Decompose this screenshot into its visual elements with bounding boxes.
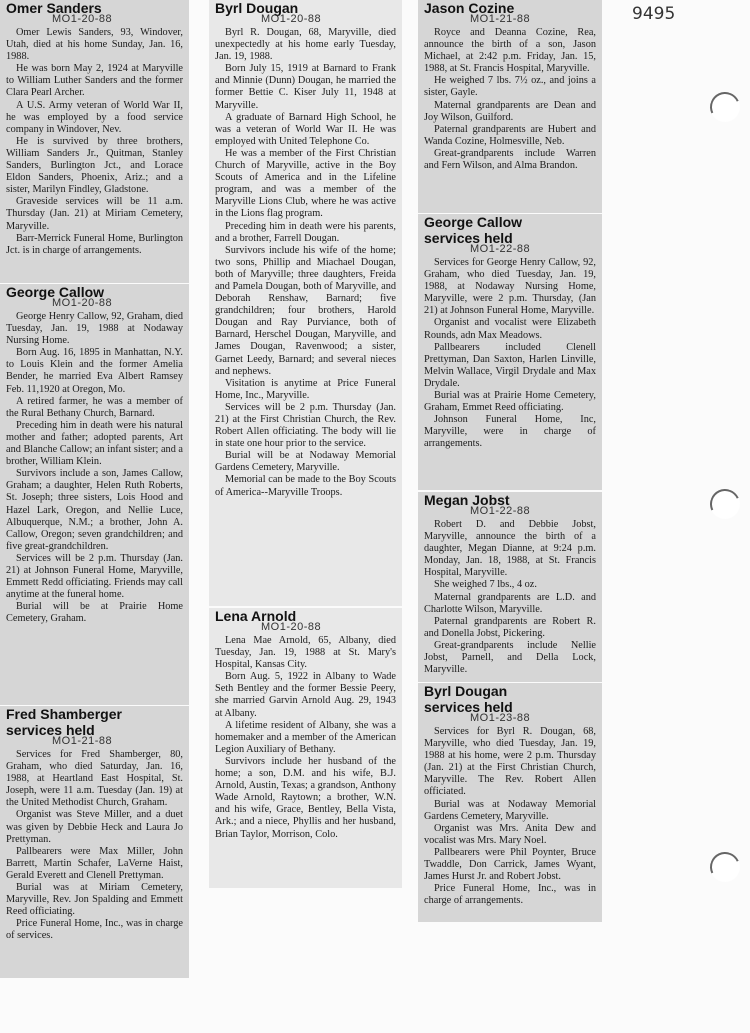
clipping-subheadline: services held (6, 722, 95, 738)
handwritten-date: MO1-20-88 (52, 297, 113, 309)
handwritten-date: MO1-21-88 (52, 735, 113, 747)
clipping-subheadline: services held (424, 699, 513, 715)
clipping-paragraph: Services for Fred Shamberger, 80, Graham, who died Saturday, Jan. 16, 1988, at Heartland East Hospital, St. Joseph, were 11 a.m. Tuesday (Jan. 19) at the United Methodist Church, Graham. (6, 749, 183, 809)
clipping-headline: Lena Arnold (215, 608, 297, 624)
clipping-headline: Omer Sanders (6, 0, 102, 16)
clipping-paragraph: A lifetime resident of Albany, she was a homemaker and a member of the American Legion Auxiliary of Bethany. (215, 719, 396, 755)
clipping-paragraph: Maternal grandparents are Dean and Joy Wilson, Guilford. (424, 99, 596, 123)
clipping-paragraph: Pallbearers included Clenell Prettyman, Dan Saxton, Harlen Linville, Melvin Wallace, Virgil Drydale and Max Drydale. (424, 341, 596, 389)
clipping-subheadline: services held (424, 230, 513, 246)
clipping-paragraph: Burial was at Nodaway Memorial Gardens Cemetery, Maryville. (424, 798, 596, 822)
clipping-paragraph: Price Funeral Home, Inc., was in charge of arrangements. (424, 883, 596, 907)
clipping-paragraph: Price Funeral Home, Inc., was in charge of services. (6, 918, 183, 942)
handwritten-date: MO1-22-88 (470, 505, 531, 517)
clipping-paragraph: Survivors include her husband of the home; a son, D.M. and his wife, B.J. Arnold, Austin, Texas; a grandson, Anthony Wade Arnold, Raytown; a brother, W.N. and his wife, Grace, Bentley, Bella Vista, Ark.; and a niece, Phyllis and her husband, Brian Taylor, Morrison, Colo. (215, 755, 396, 840)
clipping-jason-cozine (418, 0, 602, 213)
clipping-paragraph: Born July 15, 1919 at Barnard to Frank and Minnie (Dunn) Dougan, he married the former Bettie C. Kiser July 11, 1948 at Maryville. (215, 63, 396, 111)
clipping-paragraph: Robert D. and Debbie Jobst, Maryville, announce the birth of a daughter, Megan Dianne, at 9:24 p.m. Monday, Jan. 18, 1988, at St. Francis Hospital, Maryville. (424, 519, 596, 579)
clipping-headline: Jason Cozine (424, 0, 515, 16)
clipping-paragraph: Barr-Merrick Funeral Home, Burlington Jct. is in charge of arrangements. (6, 232, 183, 256)
clipping-paragraph: Organist was Mrs. Anita Dew and vocalist was Mrs. Mary Noel. (424, 822, 596, 846)
clipping-headline: George Callow (6, 284, 105, 300)
binder-hole-top (706, 88, 744, 126)
clipping-paragraph: Survivors include a son, James Callow, Graham; a daughter, Helen Ruth Roberts, St. Joseph; three sisters, Lois Hood and Hazel Lark, Oregon, and Nellie Luce, Albuquerque, N.M.; a brother, John A. Callow, Oregon; seven grandchildren; and five great-grandchildren. (6, 468, 183, 552)
clipping-paragraph: He weighed 7 lbs. 7½ oz., and joins a sister, Gayle. (424, 75, 596, 99)
clipping-headline: Byrl Dougan (424, 683, 508, 699)
clipping-headline: George Callow (424, 214, 523, 230)
clipping-paragraph: Services will be 2 p.m. Thursday (Jan. 21) at Johnson Funeral Home, Maryville, Emmett Redd officiating. Friends may call anytime at the funeral home. (6, 552, 183, 601)
clipping-paragraph: Services for George Henry Callow, 92, Graham, who died Tuesday, Jan. 19, 1988, at Nodaway Nursing Home, Maryville, were 2 p.m. Thursday, (Jan 21) at Johnson Funeral Home, Maryville. (424, 257, 596, 317)
clipping-paragraph: Great-grandparents include Nellie Jobst, Parnell, and Della Lock, Maryville. (424, 639, 596, 676)
clipping-paragraph: George Henry Callow, 92, Graham, died Tuesday, Jan. 19, 1988 at Nodaway Nursing Home. (6, 311, 183, 347)
clipping-lena-arnold (209, 608, 402, 888)
clipping-paragraph: Burial was at Prairie Home Cemetery, Graham, Emmet Reed officiating. (424, 390, 596, 414)
clipping-paragraph: A graduate of Barnard High School, he was a veteran of World War II. He was employed with United Telephone Co. (215, 111, 396, 147)
clipping-paragraph: Organist was Steve Miller, and a duet was given by Debbie Heck and Laura Jo Prettyman. (6, 809, 183, 845)
clipping-george-callow-services (418, 214, 602, 490)
clipping-paragraph: Preceding him in death were his parents, and a brother, Farrell Dougan. (215, 220, 396, 244)
handwritten-date: MO1-22-88 (470, 243, 531, 255)
clipping-paragraph: Services for Byrl R. Dougan, 68, Maryville, who died Tuesday, Jan. 19, 1988 at his home, were 2 p.m. Thursday (Jan. 21) at the First Christian Church, Maryville. The Rev. Robert Allen officiated. (424, 726, 596, 798)
clipping-paragraph: He was a member of the First Christian Church of Maryville, active in the Boy Scouts of America and in the Lifeline program, and was a member of the Maryville Lions Club, where he was active in the Lions flag program. (215, 147, 396, 220)
clipping-paragraph: Paternal grandparents are Robert R. and Donella Jobst, Pickering. (424, 615, 596, 639)
clipping-headline: Megan Jobst (424, 492, 510, 508)
clipping-paragraph: Great-grandparents include Warren and Fern Wilson, and Alma Brandon. (424, 147, 596, 172)
clipping-paragraph: Preceding him in death were his natural mother and father; adopted parents, Art and Blanche Callow; an infant sister; and a brother, William Klein. (6, 419, 183, 468)
binder-hole-middle (706, 485, 744, 523)
clipping-paragraph: Visitation is anytime at Price Funeral Home, Inc., Maryville. (215, 377, 396, 401)
clipping-omer-sanders (0, 0, 189, 283)
clipping-paragraph: Survivors include his wife of the home; two sons, Phillip and Miachael Dougan, both of Maryville; three daughters, Freida and Pamela Dougan, both of Maryville, and Deborah Renshaw, Barnard; five grandchildren; four brothers, Harold Dougan and Ray Purviance, both of Barnard, Herschel Dougan, Maryville, and James Dougan, Ravenwood; a sister, Garnet Leedy, Barnard; and several nieces and nephews. (215, 244, 396, 377)
clipping-paragraph: Byrl R. Dougan, 68, Maryville, died unexpectedly at his home early Tuesday, Jan. 19, 1988. (215, 27, 396, 63)
clipping-megan-jobst (418, 492, 602, 682)
handwritten-date: MO1-23-88 (470, 712, 531, 724)
handwritten-date: MO1-20-88 (261, 13, 322, 25)
clipping-george-callow (0, 284, 189, 705)
binder-hole-bottom (706, 848, 744, 886)
clipping-byrl-dougan (209, 0, 402, 606)
clipping-paragraph: Paternal grandparents are Hubert and Wanda Cozine, Holmesville, Neb. (424, 123, 596, 147)
clipping-paragraph: Lena Mae Arnold, 65, Albany, died Tuesday, Jan. 19, 1988 at St. Mary's Hospital, Kansas City. (215, 635, 396, 671)
clipping-paragraph: A retired farmer, he was a member of the Rural Bethany Church, Barnard. (6, 395, 183, 419)
clipping-paragraph: Services will be 2 p.m. Thursday (Jan. 21) at the First Christian Church, the Rev. Robert Allen officiating. The body will lie in state one hour prior to the service. (215, 401, 396, 450)
handwritten-date: MO1-20-88 (52, 13, 113, 25)
handwritten-date: MO1-20-88 (261, 621, 322, 633)
clipping-paragraph: Pallbearers were Max Miller, John Barrett, Martin Schafer, LaVerne Haist, Gerald Everett and Clenell Prettyman. (6, 845, 183, 881)
clipping-paragraph: Omer Lewis Sanders, 93, Windover, Utah, died at his home Sunday, Jan. 16, 1988. (6, 27, 183, 63)
clipping-paragraph: Organist and vocalist were Elizabeth Rounds, adn Max Meadows. (424, 317, 596, 341)
clipping-paragraph: Memorial can be made to the Boy Scouts of America--Maryville Troops. (215, 474, 396, 498)
clipping-headline: Byrl Dougan (215, 0, 299, 16)
clipping-paragraph: Born Aug. 5, 1922 in Albany to Wade Seth Bentley and the former Bessie Peery, she married Garvin Arnold Aug. 29, 1943 at Albany. (215, 671, 396, 719)
clipping-fred-shamberger (0, 706, 189, 978)
clipping-paragraph: Johnson Funeral Home, Inc, Maryville, were in charge of arrangements. (424, 414, 596, 450)
clipping-paragraph: Burial will be at Prairie Home Cemetery, Graham. (6, 601, 183, 625)
clipping-paragraph: He is survived by three brothers, William Sanders Jr., Quitman, Stanley Sanders, Burlington Jct., and Lorace Eldon Sanders, Phoenix, Ariz.; and a sister, Marilyn Findley, Gladstone. (6, 135, 183, 196)
clipping-paragraph: Graveside services will be 11 a.m. Thursday (Jan. 21) at Miriam Cemetery, Maryville. (6, 196, 183, 232)
clipping-paragraph: He was born May 2, 1924 at Maryville to William Luther Sanders and the former Clara Pearl Archer. (6, 63, 183, 99)
handwritten-date: MO1-21-88 (470, 13, 531, 25)
clipping-paragraph: Maternal grandparents are L.D. and Charlotte Wilson, Maryville. (424, 591, 596, 615)
clipping-paragraph: A U.S. Army veteran of World War II, he was employed by a food service company in Windover, Nev. (6, 99, 183, 135)
clipping-byrl-dougan-services (418, 683, 602, 922)
clipping-headline: Fred Shamberger (6, 706, 122, 722)
clipping-paragraph: Born Aug. 16, 1895 in Manhattan, N.Y. to Louis Klein and the former Amelia Bender, he married Eva Albert Ramsey Feb. 11,1920 at Oregon, Mo. (6, 347, 183, 395)
clipping-paragraph: Pallbearers were Phil Poynter, Bruce Twaddle, Don Carrick, James Wyant, James Hurst Jr. and Robert Jobst. (424, 846, 596, 883)
page-number: 9495 (632, 4, 676, 24)
clipping-paragraph: Royce and Deanna Cozine, Rea, announce the birth of a son, Jason Michael, at 2:42 p.m. Friday, Jan. 15, 1988, at St. Francis Hospital, Maryville. (424, 27, 596, 75)
clipping-paragraph: Burial was at Miriam Cemetery, Maryville, Rev. Jon Spalding and Emmett Reed officiating. (6, 882, 183, 918)
clipping-paragraph: Burial will be at Nodaway Memorial Gardens Cemetery, Maryville. (215, 450, 396, 474)
clipping-paragraph: She weighed 7 lbs., 4 oz. (434, 579, 537, 591)
